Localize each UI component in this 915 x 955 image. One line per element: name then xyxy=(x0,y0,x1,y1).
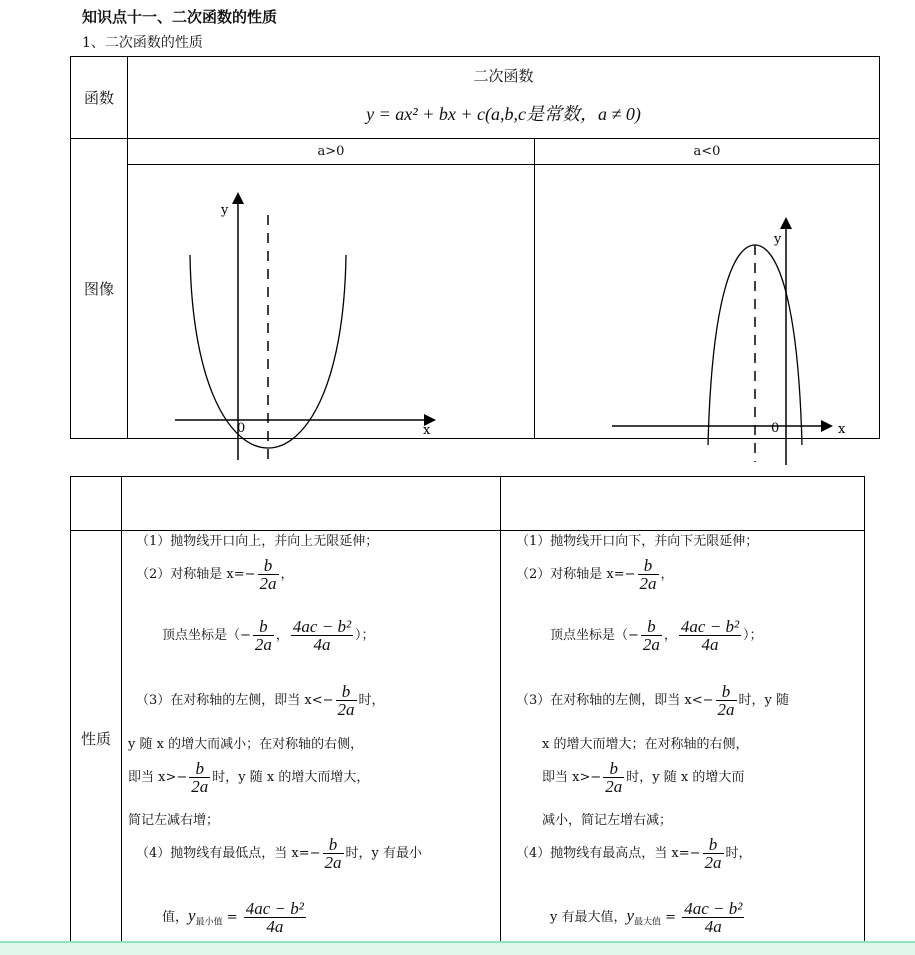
row-label-properties: 性质 xyxy=(71,531,122,946)
frac-vertex-y xyxy=(244,900,306,935)
frac-den: 2a xyxy=(259,574,277,593)
row-label-function: 函数 xyxy=(71,57,128,139)
right-vertex-suffix: ）； xyxy=(743,628,763,643)
left-prop-3-suffix: 时， xyxy=(358,693,385,708)
y-label-right: y xyxy=(774,232,782,247)
section-subheading: 1、二次函数的性质 xyxy=(82,35,203,51)
left-vertex-prefix: 顶点坐标是（− xyxy=(162,628,251,643)
frac-b-2a xyxy=(336,683,357,718)
left-prop-2 xyxy=(136,557,294,592)
parabola-graphs xyxy=(0,0,915,470)
function-formula: y = ax² + bx + c(a,b,c是常数，a ≠ 0) xyxy=(366,104,641,124)
frac-num: 4ac − b² xyxy=(680,617,740,636)
frac-num: 4ac − b² xyxy=(684,899,743,918)
left-prop-3-prefix: （3）在对称轴的左侧，即当 x<− xyxy=(136,693,334,708)
left-prop-4 xyxy=(136,836,422,871)
right-vertex-prefix: 顶点坐标是（− xyxy=(550,628,639,643)
left-prop-2-prefix: （2）对称轴是 x=− xyxy=(136,567,256,582)
frac-den: 2a xyxy=(254,635,272,654)
left-prop-3-line2: y 随 x 的增大而减小；在对称轴的右侧， xyxy=(128,737,364,752)
right-prop-3 xyxy=(516,683,789,718)
right-prop-2-suffix: ， xyxy=(660,567,674,582)
col-header-a-negative: a<0 xyxy=(535,139,880,165)
frac-b-2a xyxy=(603,760,624,795)
right-prop-2 xyxy=(516,557,674,592)
frac-num: b xyxy=(603,760,624,778)
frac-b-2a xyxy=(258,557,279,592)
frac-den: 2a xyxy=(605,777,623,796)
right-prop-3-line3 xyxy=(542,760,744,795)
frac-vertex-y xyxy=(291,618,353,653)
frac-vertex-y xyxy=(679,618,741,653)
frac-num: b xyxy=(253,618,274,636)
frac-num: b xyxy=(189,760,210,778)
y-axis-arrow-left xyxy=(232,192,244,204)
left-vertex xyxy=(162,618,375,653)
x-label-left: x xyxy=(423,423,431,438)
right-vertex-mid: ， xyxy=(663,628,677,643)
frac-den: 4a xyxy=(704,917,722,936)
left-min-subscript: 最小值 xyxy=(195,917,223,928)
left-prop-3-line4: 简记左减右增； xyxy=(128,813,220,828)
right-prop-3-line3-suffix: 时，y 随 x 的增大而 xyxy=(626,770,745,785)
frac-num: b xyxy=(638,557,659,575)
right-vertex xyxy=(550,618,763,653)
frac-num: b xyxy=(716,683,737,701)
right-prop-3-line3-prefix: 即当 x>− xyxy=(542,770,602,785)
right-prop-3-suffix: 时，y 随 xyxy=(738,693,790,708)
right-prop-2-prefix: （2）对称轴是 x=− xyxy=(516,567,636,582)
left-prop-4-line2-prefix: 值， xyxy=(162,910,189,925)
left-prop-3-line3-suffix: 时，y 随 x 的增大而增大， xyxy=(212,770,370,785)
frac-den: 4a xyxy=(266,917,284,936)
left-vertex-suffix: ）； xyxy=(355,628,375,643)
function-name: 二次函数 xyxy=(473,67,534,85)
left-vertex-mid: ， xyxy=(275,628,289,643)
frac-vertex-y xyxy=(682,900,744,935)
row-label-graph: 图像 xyxy=(71,139,128,439)
left-prop-3-line3 xyxy=(128,760,369,795)
frac-den: 2a xyxy=(337,700,355,719)
frac-b-2a xyxy=(638,557,659,592)
origin-label-right: 0 xyxy=(771,421,780,436)
graph-downward-parabola xyxy=(612,217,846,465)
page-heading: 知识点十一、二次函数的性质 xyxy=(82,8,278,26)
right-prop-3-prefix: （3）在对称轴的左侧，即当 x<− xyxy=(516,693,714,708)
x-label-right: x xyxy=(838,422,846,437)
left-prop-4-line2: 值，$y_{最小值}$ = $\frac{\text{4ac − b²}}{4a}$ xyxy=(162,899,304,936)
frac-b-2a xyxy=(703,836,724,871)
frac-den: 2a xyxy=(704,853,722,872)
frac-den: 2a xyxy=(191,777,209,796)
left-prop-4-suffix: 时，y 有最小 xyxy=(345,846,423,861)
frac-num: b xyxy=(336,683,357,701)
right-prop-4-line2: y 有最大值，$y_{最大值}$ = $\frac{\text{4ac − b²}}{4a}$ xyxy=(550,899,743,936)
empty-header-left xyxy=(122,477,501,531)
origin-label-left: 0 xyxy=(237,421,246,436)
right-prop-1: （1）抛物线开口向下，并向下无限延伸； xyxy=(516,534,759,549)
frac-num: b xyxy=(641,618,662,636)
frac-den: 4a xyxy=(701,635,719,654)
right-max-subscript: 最大值 xyxy=(634,917,662,928)
frac-b-2a xyxy=(189,760,210,795)
left-prop-2-suffix: ， xyxy=(280,567,294,582)
frac-b-2a xyxy=(641,618,662,653)
left-prop-3-line3-prefix: 即当 x>− xyxy=(128,770,188,785)
right-prop-4-prefix: （4）抛物线有最高点，当 x=− xyxy=(516,846,701,861)
frac-b-2a xyxy=(716,683,737,718)
empty-header-right xyxy=(501,477,865,531)
frac-den: 2a xyxy=(324,853,342,872)
left-prop-4-prefix: （4）抛物线有最低点，当 x=− xyxy=(136,846,321,861)
frac-den: 2a xyxy=(639,574,657,593)
frac-num: b xyxy=(703,836,724,854)
right-prop-3-line2: x 的增大而增大；在对称轴的右侧， xyxy=(542,737,749,752)
frac-num: 4ac − b² xyxy=(292,617,352,636)
empty-header-label xyxy=(71,477,122,531)
frac-b-2a xyxy=(323,836,344,871)
frac-num: b xyxy=(323,836,344,854)
right-prop-3-line4: 减小，简记左增右减； xyxy=(542,813,673,828)
frac-den: 2a xyxy=(717,700,735,719)
frac-num: 4ac − b² xyxy=(245,899,304,918)
col-header-a-positive: a>0 xyxy=(128,139,535,165)
left-prop-1: （1）抛物线开口向上，并向上无限延伸； xyxy=(136,534,379,549)
x-axis-arrow-right xyxy=(821,420,833,432)
right-prop-4-line2-prefix: y 有最大值， xyxy=(550,910,627,925)
frac-den: 2a xyxy=(642,635,660,654)
graph-upward-parabola xyxy=(175,192,436,460)
left-prop-3 xyxy=(136,683,385,718)
right-prop-4 xyxy=(516,836,752,871)
y-axis-arrow-right xyxy=(780,217,792,229)
frac-b-2a xyxy=(253,618,274,653)
right-prop-4-suffix: 时， xyxy=(725,846,752,861)
y-label-left: y xyxy=(221,203,229,218)
frac-num: b xyxy=(258,557,279,575)
frac-den: 4a xyxy=(313,635,331,654)
